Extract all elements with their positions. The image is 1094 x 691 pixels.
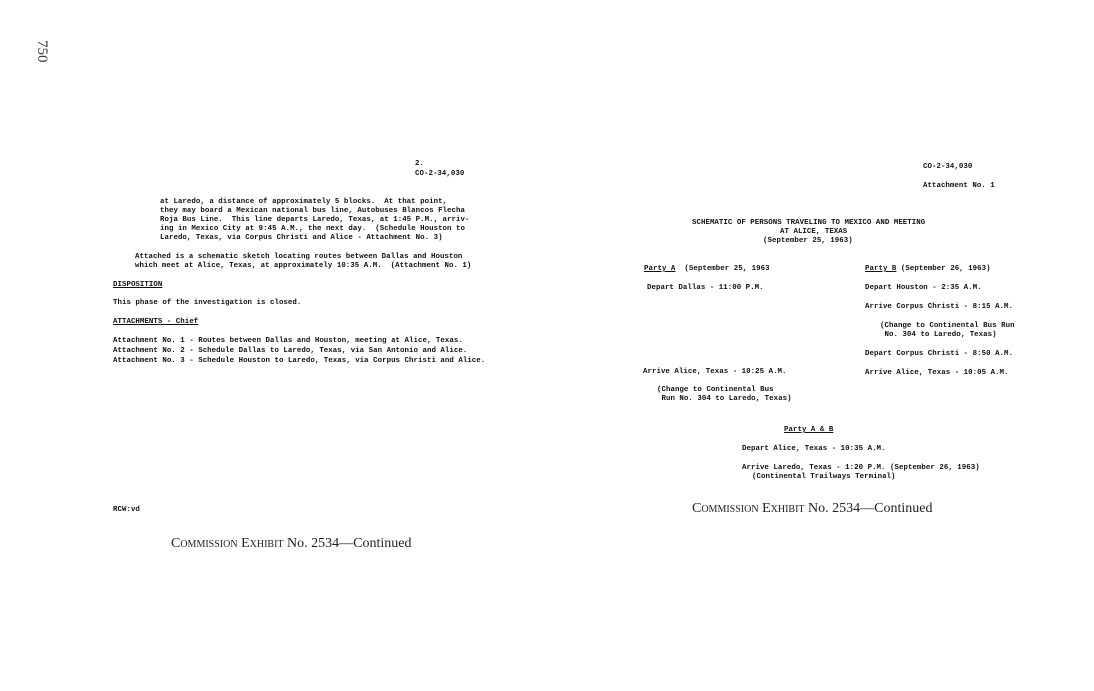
party-b-arrive-cc: Arrive Corpus Christi - 8:15 A.M.: [865, 303, 1014, 311]
attachment-label: Attachment No. 1: [923, 182, 995, 190]
party-a-date: (September 25, 1963: [684, 265, 770, 273]
paragraph-line: Laredo, Texas, via Corpus Christi and Alice - Attachment No. 3): [160, 234, 443, 242]
party-b-heading-line: [865, 265, 991, 275]
exhibit-caption: [171, 536, 411, 552]
paragraph-line: they may board a Mexican national bus line, Autobuses Blancos Flecha: [160, 207, 465, 215]
party-ab-arrive: Arrive Laredo, Texas - 1:20 P.M. (September 26, 1963): [742, 464, 980, 472]
attachments-heading: ATTACHMENTS - Chief: [113, 318, 199, 326]
paragraph-line: at Laredo, a distance of approximately 5 blocks. At that point,: [160, 198, 448, 206]
disposition-heading: DISPOSITION: [113, 281, 163, 289]
attachment-item: Attachment No. 1 - Routes between Dallas and Houston, meeting at Alice, Texas.: [113, 337, 463, 345]
caption-prefix: Commission Exhibit: [692, 501, 805, 516]
schematic-title: SCHEMATIC OF PERSONS TRAVELING TO MEXICO AND MEETING: [692, 219, 926, 227]
file-number: CO-2-34,030: [923, 163, 973, 171]
party-b-note: (Change to Continental Bus Run: [880, 322, 1015, 330]
party-b-depart: Depart Houston - 2:35 A.M.: [865, 284, 982, 292]
party-a-arrive: Arrive Alice, Texas - 10:25 A.M.: [643, 368, 787, 376]
attachment-item: Attachment No. 2 - Schedule Dallas to Laredo, Texas, via San Antonio and Alice.: [113, 347, 468, 355]
party-b-heading: Party B: [865, 265, 897, 273]
party-ab-depart: Depart Alice, Texas - 10:35 A.M.: [742, 445, 886, 453]
party-a-note: Run No. 304 to Laredo, Texas): [657, 395, 792, 403]
party-b-note: No. 304 to Laredo, Texas): [880, 331, 997, 339]
caption-suffix: No. 2534—Continued: [287, 536, 412, 551]
party-a-heading-line: [644, 265, 770, 275]
schematic-title: (September 25, 1963): [763, 237, 853, 245]
caption-suffix: No. 2534—Continued: [808, 501, 933, 516]
file-number: CO-2-34,030: [415, 170, 465, 178]
caption-prefix: Commission Exhibit: [171, 536, 284, 551]
party-ab-terminal: (Continental Trailways Terminal): [752, 473, 896, 481]
page-number: 750: [34, 40, 50, 63]
party-a-depart: Depart Dallas - 11:00 P.M.: [647, 284, 764, 292]
party-a-heading: Party A: [644, 265, 676, 273]
party-b-date: (September 26, 1963): [900, 265, 991, 273]
paragraph-line: ing in Mexico City at 9:45 A.M., the next day. (Schedule Houston to: [160, 225, 465, 233]
paragraph-line: Attached is a schematic sketch locating routes between Dallas and Houston: [135, 253, 463, 261]
paragraph-line: which meet at Alice, Texas, at approximately 10:35 A.M. (Attachment No. 1): [135, 262, 472, 270]
file-number-label: 2.: [415, 160, 424, 168]
exhibit-caption: [692, 501, 932, 517]
paragraph-line: Roja Bus Line. This line departs Laredo, Texas, at 1:45 P.M., arriv-: [160, 216, 470, 224]
party-ab-heading: Party A & B: [784, 426, 834, 434]
typist-initials: RCW:vd: [113, 506, 140, 514]
disposition-text: This phase of the investigation is closed.: [113, 299, 302, 307]
schematic-title: AT ALICE, TEXAS: [780, 228, 848, 236]
party-b-arrive-alice: Arrive Alice, Texas - 10:05 A.M.: [865, 369, 1009, 377]
party-b-depart-cc: Depart Corpus Christi - 8:50 A.M.: [865, 350, 1014, 358]
attachment-item: Attachment No. 3 - Schedule Houston to Laredo, Texas, via Corpus Christi and Alice.: [113, 357, 486, 365]
party-a-note: (Change to Continental Bus: [657, 386, 774, 394]
